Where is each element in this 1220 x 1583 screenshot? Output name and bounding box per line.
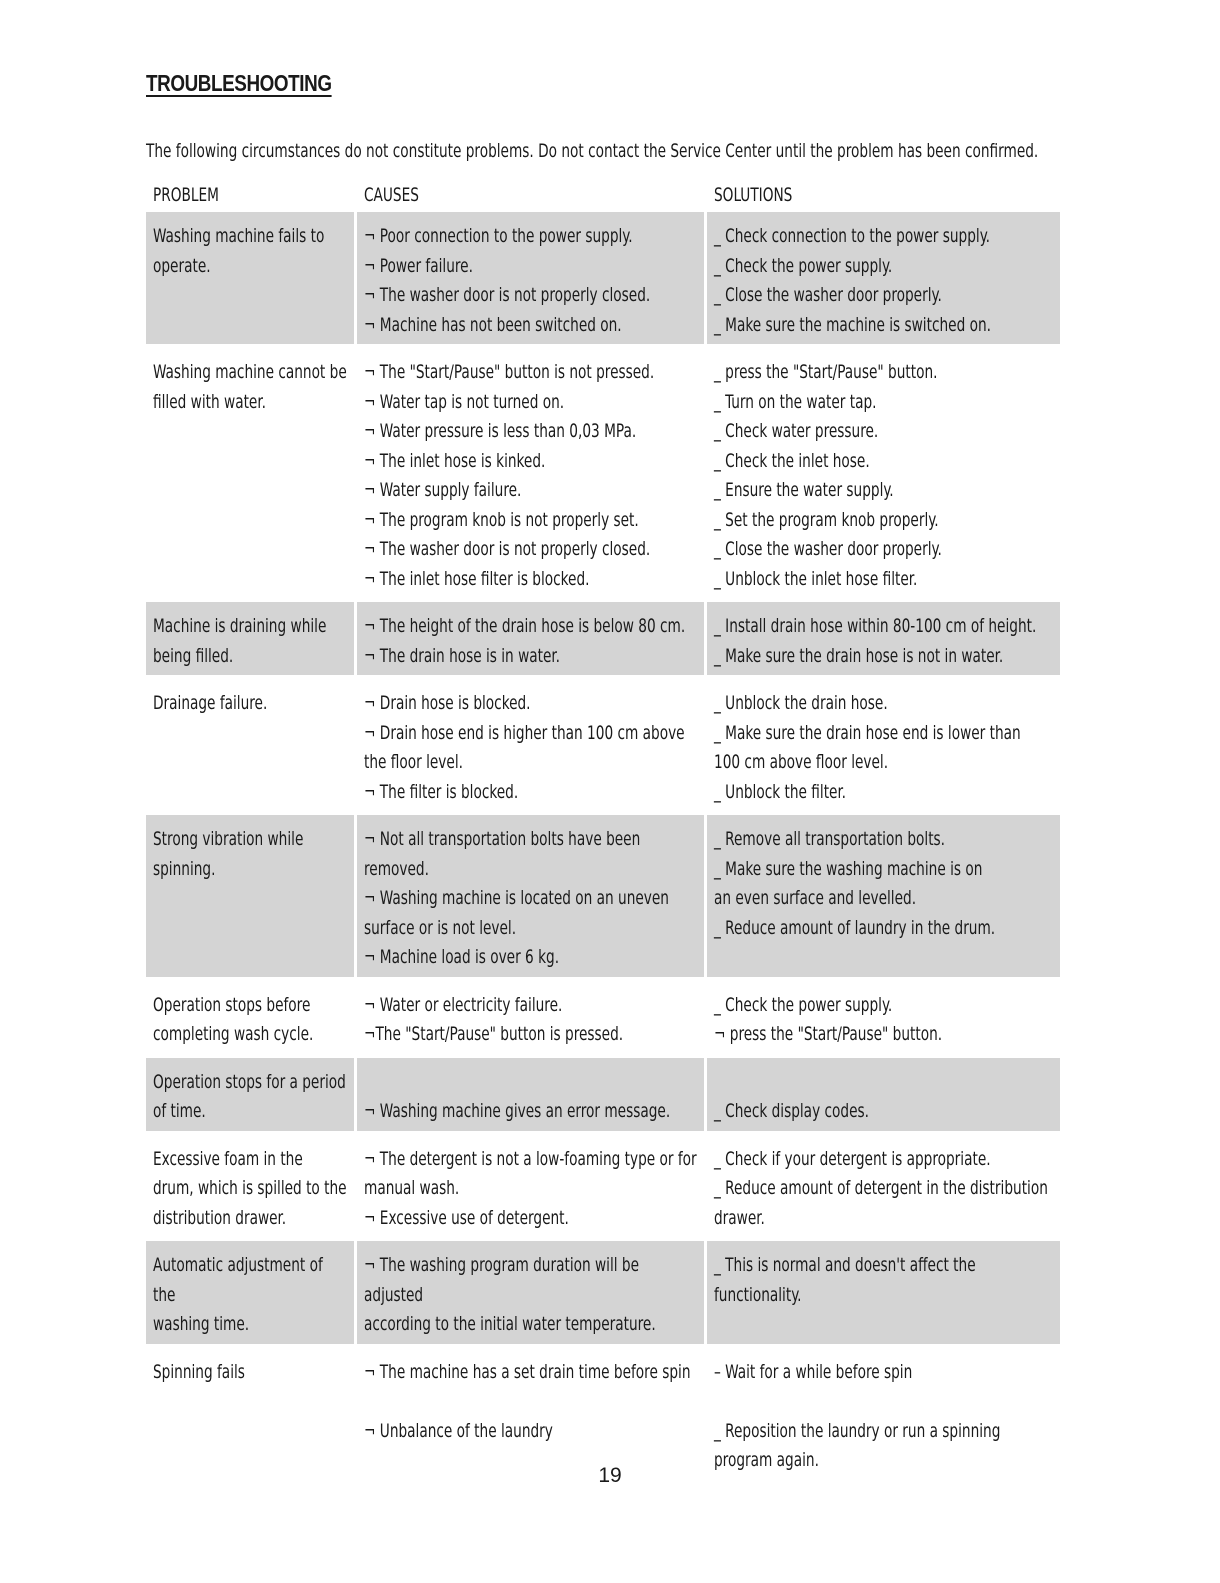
problem-cell: Machine is draining while being filled. (146, 602, 354, 675)
header-problem: PROBLEM (153, 184, 219, 207)
page-number: 19 (598, 1464, 622, 1487)
problem-cell: Drainage failure. (153, 692, 268, 714)
solutions-cell: – Wait for a while before spin _ Reposition the laundry or run a spinning program again. (714, 1360, 1001, 1471)
table-row (146, 602, 1060, 675)
problem-cell: Excessive foam in the drum, which is spilled to the distribution drawer. (153, 1147, 347, 1229)
causes-cell: ¬ The machine has a set drain time before spin ¬ Unbalance of the laundry (364, 1360, 691, 1442)
header-causes: CAUSES (364, 184, 419, 207)
problem-cell: Washing machine cannot be filled with water. (153, 361, 347, 413)
solutions-cell: _ Remove all transportation bolts. _ Make sure the washing machine is on an even surface and levelled. _ Reduce amount of laundry in the drum. (707, 815, 1060, 977)
causes-cell: ¬ Not all transportation bolts have been removed. ¬ Washing machine is located on an uneven surface or is not level. ¬ Machine load is over 6 kg. (357, 815, 704, 977)
causes-cell: ¬ The "Start/Pause" button is not pressed. ¬ Water tap is not turned on. ¬ Water pressure is less than 0,03 MPa. ¬ The inlet hose is kinked. ¬ Water supply failure. ¬ The program knob is not properly set. ¬ The washer door is not properly closed. ¬ The inlet hose filter is blocked. (364, 361, 655, 590)
table-row (146, 348, 1060, 598)
header-solutions: SOLUTIONS (714, 184, 793, 207)
table-row (146, 815, 1060, 977)
causes-cell: ¬ Water or electricity failure. ¬The "Start/Pause" button is pressed. (364, 993, 624, 1045)
solutions-cell: _ Unblock the drain hose. _ Make sure the drain hose end is lower than 100 cm above floor level. _ Unblock the filter. (714, 692, 1021, 803)
causes-cell: ¬ The height of the drain hose is below 80 cm. ¬ The drain hose is in water. (357, 602, 704, 675)
troubleshooting-table (146, 178, 1060, 1484)
table-row (146, 1348, 1060, 1480)
table-row (146, 212, 1060, 344)
intro-text: The following circumstances do not constitute problems. Do not contact the Service Center until the problem has been confirmed. (146, 140, 1039, 162)
causes-cell: ¬ The detergent is not a low-foaming type or for manual wash. ¬ Excessive use of detergent. (364, 1147, 697, 1229)
problem-cell: Spinning fails (153, 1360, 245, 1383)
table-row (146, 1135, 1060, 1238)
causes-cell: ¬ Poor connection to the power supply. ¬ Power failure. ¬ The washer door is not properly closed. ¬ Machine has not been switched on. (357, 212, 704, 344)
solutions-cell: _ Check connection to the power supply. _ Check the power supply. _ Close the washer door properly. _ Make sure the machine is switched on. (707, 212, 1060, 344)
causes-cell: ¬ Drain hose is blocked. ¬ Drain hose end is higher than 100 cm above the floor level. ¬ The filter is blocked. (364, 692, 685, 803)
solutions-cell: _ Check the power supply. ¬ press the "Start/Pause" button. (714, 993, 943, 1045)
problem-cell: Washing machine fails to operate. (146, 212, 354, 344)
causes-cell: ¬ Washing machine gives an error message. (357, 1058, 704, 1131)
solutions-cell: _ Install drain hose within 80-100 cm of height. _ Make sure the drain hose is not in water. (707, 602, 1060, 675)
table-header (146, 178, 1060, 212)
table-row (146, 1241, 1060, 1344)
causes-cell: ¬ The washing program duration will be adjusted according to the initial water temperature. (357, 1241, 704, 1344)
solutions-cell: _ This is normal and doesn't affect the functionality. (707, 1241, 1060, 1344)
problem-cell: Operation stops for a period of time. (146, 1058, 354, 1131)
problem-cell: Operation stops before completing wash cycle. (153, 993, 314, 1045)
problem-cell: Automatic adjustment of the washing time. (146, 1241, 354, 1344)
solutions-cell: _ Check if your detergent is appropriate. _ Reduce amount of detergent in the distribution drawer. (714, 1147, 1048, 1229)
table-row (146, 1058, 1060, 1131)
problem-cell: Strong vibration while spinning. (146, 815, 354, 977)
solutions-cell: _ press the "Start/Pause" button. _ Turn on the water tap. _ Check water pressure. _ Check the inlet hose. _ Ensure the water supply. _ Set the program knob properly. _ Close the washer door properly. _ Unblock the inlet hose filter. (714, 361, 942, 590)
table-row (146, 679, 1060, 811)
table-row (146, 981, 1060, 1054)
page-title: TROUBLESHOOTING (146, 70, 332, 96)
solutions-cell: _ Check display codes. (707, 1058, 1060, 1131)
